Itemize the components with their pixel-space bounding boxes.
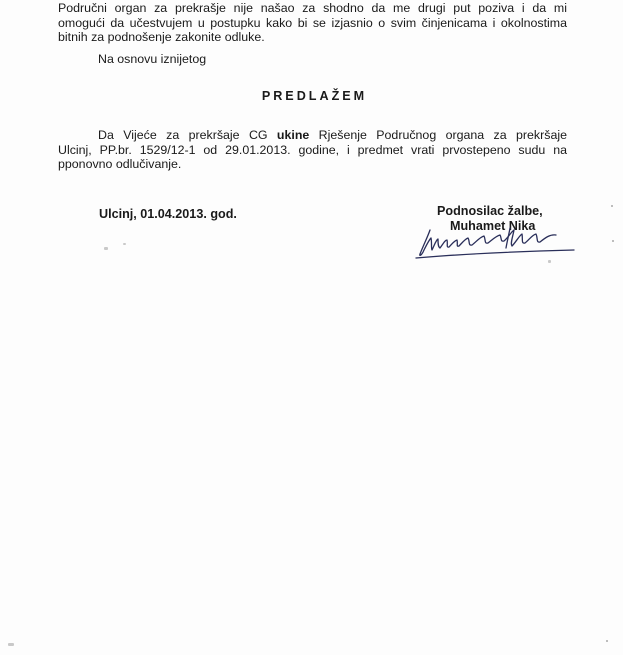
signer-name: Muhamet Nika	[450, 219, 536, 233]
paragraph-line: bitnih za podnošenje zakonite odluke.	[58, 30, 265, 45]
scan-speck	[123, 243, 126, 245]
scan-speck	[612, 240, 614, 242]
proposal-heading	[0, 89, 623, 103]
proposal-heading-text: PREDLAŽEM	[261, 89, 368, 103]
paragraph-line: Ulcinj, PP.br. 1529/12-1 od 29.01.2013. godine, i predmet vrati prvostepeno sudu na	[58, 142, 567, 157]
paragraph-line: omogući da učestvujem u postupku kako bi se izjasnio o svim činjenicama i okolnostima	[58, 15, 567, 30]
scan-speck	[104, 247, 108, 250]
scan-speck	[548, 260, 551, 263]
paragraph-line: pponovno odlučivanje.	[58, 157, 182, 172]
scan-speck	[606, 640, 608, 642]
proposal-bold-word: ukine	[276, 128, 310, 142]
scan-speck	[8, 643, 14, 646]
signer-title: Podnosilac žalbe,	[437, 204, 543, 218]
handwritten-signature	[410, 222, 580, 266]
proposal-text-a: Da Vijeće za prekršaje CG	[98, 128, 277, 142]
paragraph-line	[58, 128, 567, 143]
paragraph-line: Područni organ za prekrašje nije našao za shodno da me drugi put poziva i da mi	[58, 1, 567, 15]
place-date: Ulcinj, 01.04.2013. god.	[99, 207, 237, 221]
paragraph-procedure	[58, 1, 567, 45]
basis-line: Na osnovu iznijetog	[98, 52, 207, 66]
proposal-text-b: Rješenje Područnog organa za prekršaje	[309, 128, 567, 142]
paragraph-proposal	[58, 128, 567, 172]
scan-speck	[611, 205, 613, 207]
